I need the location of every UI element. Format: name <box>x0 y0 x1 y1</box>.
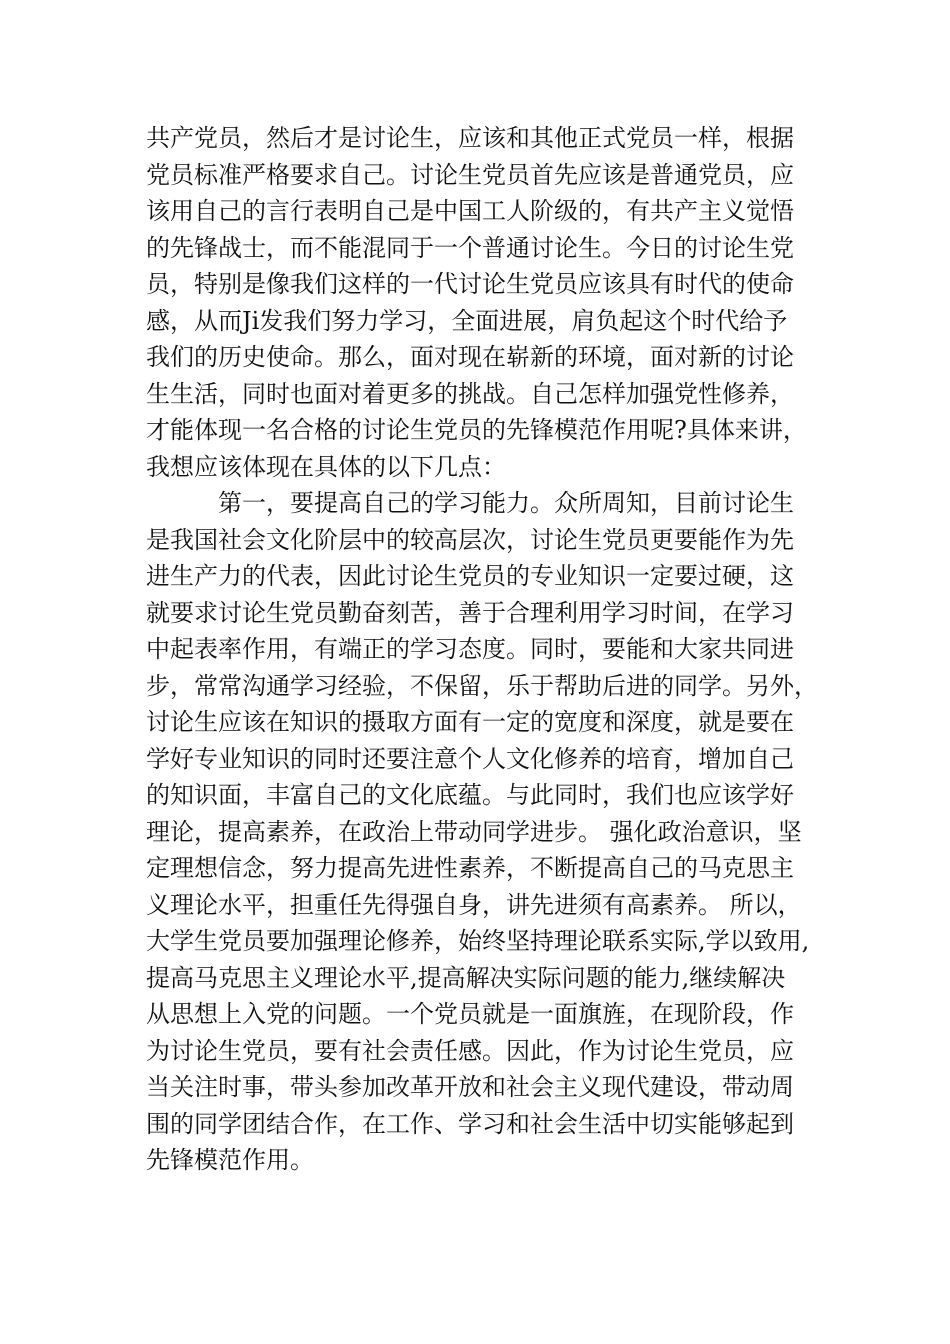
text-line: 感，从而Ji发我们努力学习，全面进展，肩负起这个时代给予 <box>146 306 788 335</box>
text-line: 围的同学团结合作，在工作、学习和社会生活中切实能够起到 <box>146 1109 794 1138</box>
text-line: 步，常常沟通学习经验，不保留，乐于帮助后进的同学。另外， <box>146 671 818 700</box>
text-line: 先锋模范作用。 <box>146 1146 314 1174</box>
text-line: 提高马克思主义理论水平,提高解决实际问题的能力,继续解决 <box>146 963 786 992</box>
text-line: 共产党员，然后才是讨论生，应该和其他正式党员一样，根据 <box>146 124 794 152</box>
text-line: 就要求讨论生党员勤奋刻苦，善于合理利用学习时间，在学习 <box>146 598 794 627</box>
text-line: 党员标准严格要求自己。讨论生党员首先应该是普通党员，应 <box>146 160 794 189</box>
paragraph-first-line: 第一，要提高自己的学习能力。众所周知，目前讨论生 <box>218 489 794 517</box>
text-line: 的先锋战士，而不能混同于一个普通讨论生。今日的讨论生党 <box>146 233 794 262</box>
text-line: 大学生党员要加强理论修养，始终坚持理论联系实际,学以致用, <box>146 927 810 955</box>
text-line: 的知识面，丰富自己的文化底蕴。与此同时，我们也应该学好 <box>146 781 794 809</box>
text-line: 中起表率作用，有端正的学习态度。同时，要能和大家共同进 <box>146 635 794 663</box>
text-line: 讨论生应该在知识的摄取方面有一定的宽度和深度，就是要在 <box>146 708 794 736</box>
text-line: 进生产力的代表，因此讨论生党员的专业知识一定要过硬，这 <box>146 562 794 590</box>
text-line: 从思想上入党的问题。一个党员就是一面旗旌，在现阶段，作 <box>146 1000 794 1028</box>
text-line: 我们的历史使命。那么，面对现在崭新的环境，面对新的讨论 <box>146 343 794 371</box>
text-line: 我想应该体现在具体的以下几点： <box>146 452 506 481</box>
body-text <box>146 120 826 1179</box>
text-line: 为讨论生党员，要有社会责任感。因此，作为讨论生党员，应 <box>146 1036 794 1065</box>
text-line: 当关注时事，带头参加改革开放和社会主义现代建设，带动周 <box>146 1073 794 1101</box>
text-line: 学好专业知识的同时还要注意个人文化修养的培育，增加自己 <box>146 744 794 773</box>
text-line: 理论，提高素养，在政治上带动同学进步。 强化政治意识，坚 <box>146 817 802 846</box>
text-line: 定理想信念，努力提高先进性素养，不断提高自己的马克思主 <box>146 854 794 882</box>
text-line: 生生活，同时也面对着更多的挑战。自己怎样加强党性修养， <box>146 379 794 408</box>
text-line: 员，特别是像我们这样的一代讨论生党员应该具有时代的使命 <box>146 270 794 298</box>
text-line: 才能体现一名合格的讨论生党员的先锋模范作用呢?具体来讲， <box>146 416 807 444</box>
text-line: 义理论水平，担重任先得强自身，讲先进须有高素养。 所以， <box>146 890 802 919</box>
text-line: 是我国社会文化阶层中的较高层次，讨论生党员更要能作为先 <box>146 525 794 554</box>
text-line: 该用自己的言行表明自己是中国工人阶级的，有共产主义觉悟 <box>146 197 794 225</box>
